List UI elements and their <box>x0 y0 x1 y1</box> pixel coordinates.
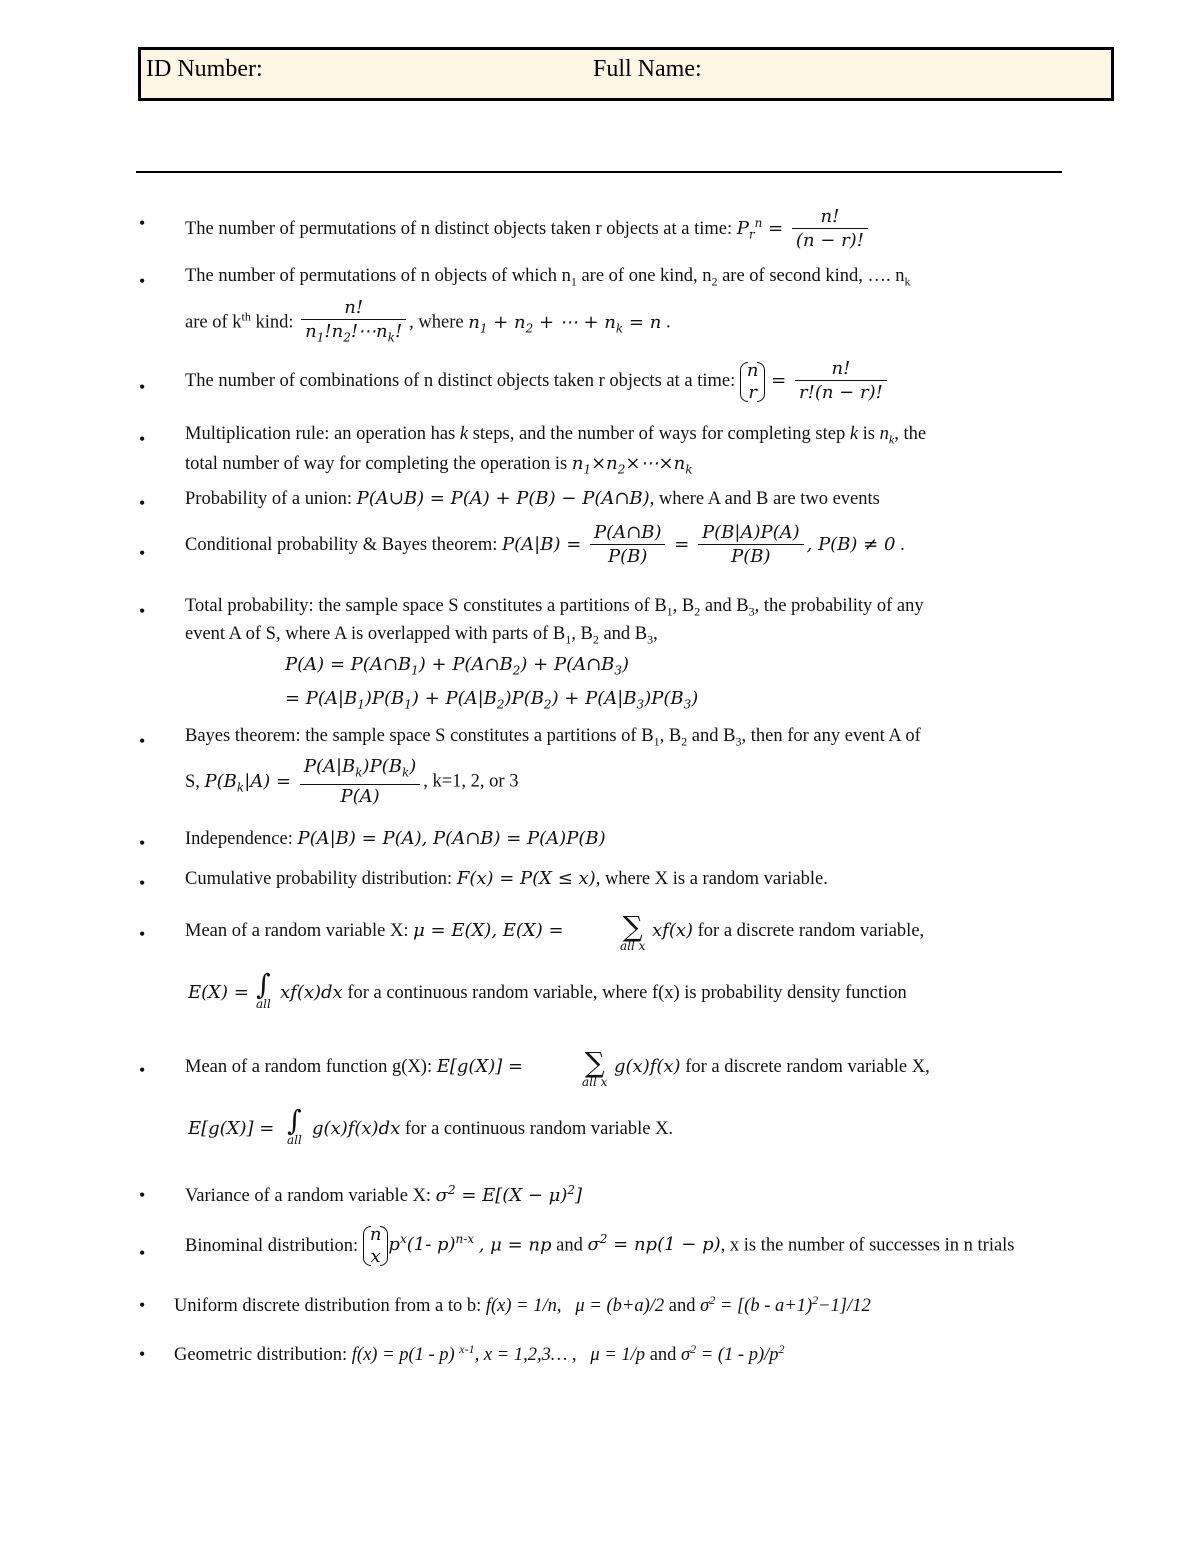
bullet-icon <box>139 430 151 442</box>
bullet-icon <box>139 834 151 846</box>
divider <box>136 171 1062 173</box>
header-box <box>138 47 1114 101</box>
id-number-label: ID Number: <box>146 56 263 82</box>
bullet-icon <box>139 732 151 744</box>
bullet-icon <box>139 214 151 226</box>
bullet-icon <box>139 1345 151 1357</box>
bullet-icon <box>139 494 151 506</box>
bullet-icon <box>139 602 151 614</box>
bullet-icon <box>139 1061 151 1073</box>
bullet-icon <box>139 272 151 284</box>
bullet-icon <box>139 925 151 937</box>
bullet-icon <box>139 378 151 390</box>
bullet-icon <box>139 544 151 556</box>
bullet-icon <box>139 1244 151 1256</box>
bullet-icon <box>139 874 151 886</box>
full-name-label: Full Name: <box>593 56 702 82</box>
bullet-icon <box>139 1186 151 1198</box>
bullet-icon <box>139 1296 151 1308</box>
item-text: The number of permutations of n distinct objects taken r objects at a time: <box>185 218 733 239</box>
